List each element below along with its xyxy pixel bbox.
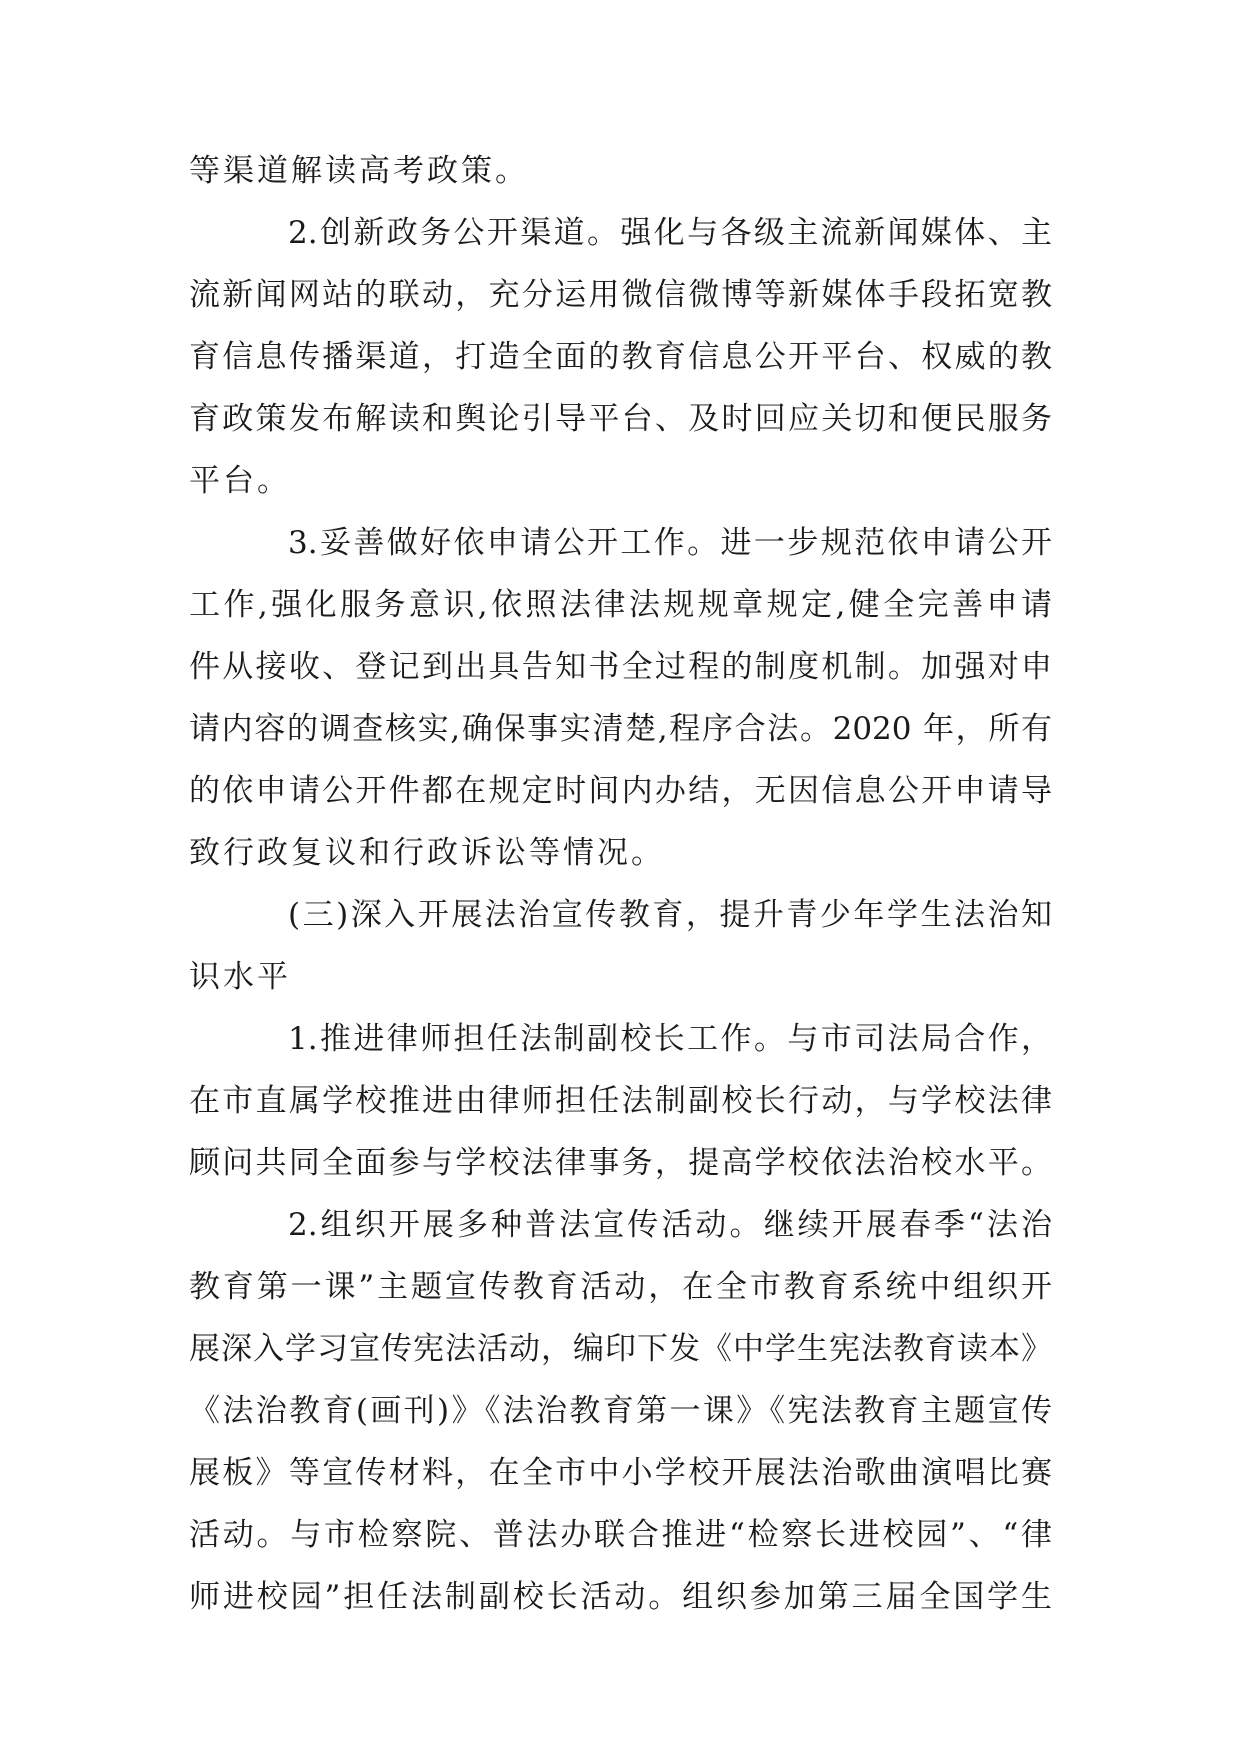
- text-line: 育信息传播渠道，打造全面的教育信息公开平台、权威的教: [189, 339, 1052, 375]
- text-line: 工作,强化服务意识,依照法律法规规章规定,健全完善申请: [189, 587, 1052, 623]
- text-line: 2.组织开展多种普法宣传活动。继续开展春季“法治: [288, 1207, 1052, 1243]
- text-line: 活动。与市检察院、普法办联合推进“检察长进校园”、“律: [189, 1517, 1052, 1553]
- text-line: 顾问共同全面参与学校法律事务，提高学校依法治校水平。: [189, 1145, 1052, 1181]
- text-line: 师进校园”担任法制副校长活动。组织参加第三届全国学生: [189, 1579, 1052, 1615]
- text-line: 展深入学习宣传宪法活动，编印下发《中学生宪法教育读本》: [189, 1331, 1052, 1367]
- text-line: 在市直属学校推进由律师担任法制副校长行动，与学校法律: [189, 1083, 1052, 1119]
- text-line: 2.创新政务公开渠道。强化与各级主流新闻媒体、主: [288, 215, 1052, 251]
- text-line: 《法治教育(画刊)》《法治教育第一课》《宪法教育主题宣传: [189, 1393, 1052, 1429]
- text-line: 展板》等宣传材料，在全市中小学校开展法治歌曲演唱比赛: [189, 1455, 1052, 1491]
- text-line: 等渠道解读高考政策。: [189, 153, 529, 189]
- text-line: 教育第一课”主题宣传教育活动，在全市教育系统中组织开: [189, 1269, 1052, 1305]
- text-line: 的依申请公开件都在规定时间内办结，无因信息公开申请导: [189, 773, 1052, 809]
- text-line: 3.妥善做好依申请公开工作。进一步规范依申请公开: [288, 525, 1052, 561]
- text-line: 件从接收、登记到出具告知书全过程的制度机制。加强对申: [189, 649, 1052, 685]
- text-line: 平台。: [189, 463, 291, 499]
- text-line: 致行政复议和行政诉讼等情况。: [189, 835, 665, 871]
- section-heading-cont: 识水平: [189, 959, 291, 995]
- text-line: 请内容的调查核实,确保事实清楚,程序合法。2020 年，所有: [189, 711, 1052, 747]
- text-line: 育政策发布解读和舆论引导平台、及时回应关切和便民服务: [189, 401, 1052, 437]
- text-line: 1.推进律师担任法制副校长工作。与市司法局合作，: [288, 1021, 1052, 1057]
- text-line: 流新闻网站的联动，充分运用微信微博等新媒体手段拓宽教: [189, 277, 1052, 313]
- section-heading: (三)深入开展法治宣传教育，提升青少年学生法治知: [288, 897, 1052, 933]
